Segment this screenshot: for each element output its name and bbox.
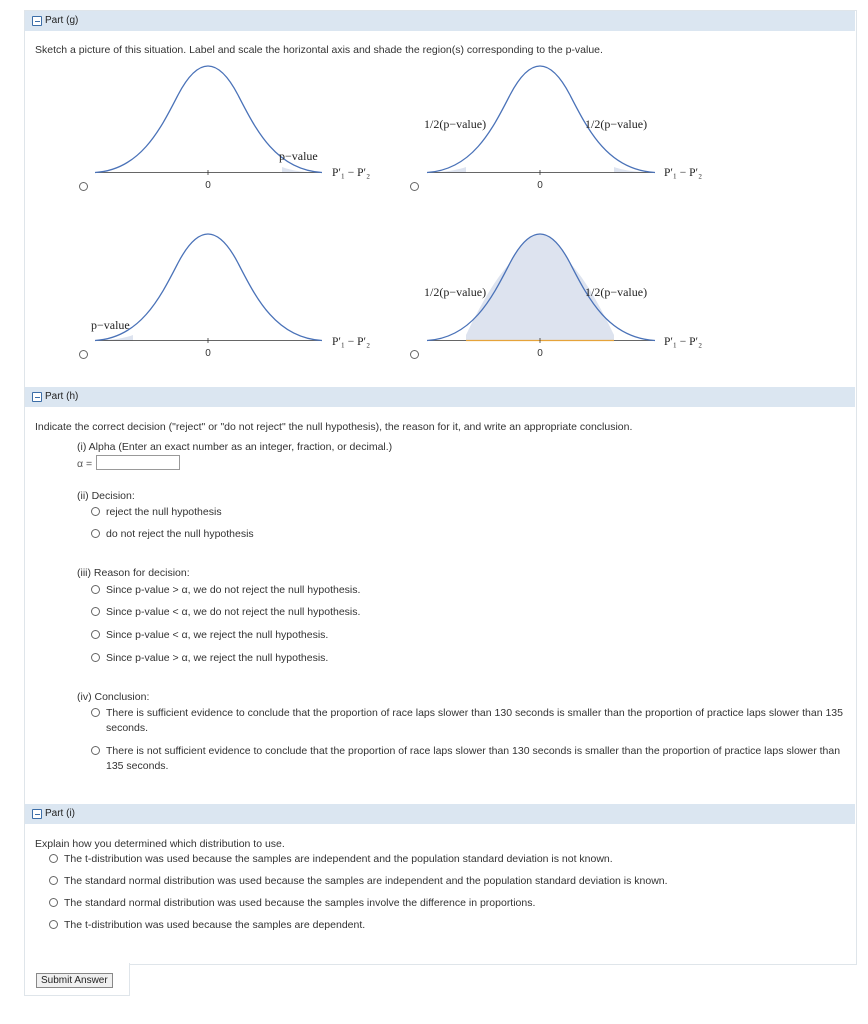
part-i-header xyxy=(25,804,855,824)
decision-radio-not-reject[interactable] xyxy=(91,529,100,538)
part-g-instruction: Sketch a picture of this situation. Label and scale the horizontal axis and shade the region(s) corresponding to the p-value. xyxy=(35,44,603,56)
distribution-label-3: The standard normal distribution was used because the samples involve the difference in proportions. xyxy=(64,897,536,909)
tick-zero: 0 xyxy=(205,348,211,359)
distribution-label-1: The t-distribution was used because the samples are independent and the population standard deviation is not known. xyxy=(64,853,613,865)
conclusion-radio-1[interactable] xyxy=(91,708,100,717)
decision-label-not-reject: do not reject the null hypothesis xyxy=(106,528,254,540)
axis-label: P′₁ − P′₂ xyxy=(332,167,371,179)
alpha-input[interactable] xyxy=(96,455,180,470)
tick-zero: 0 xyxy=(537,180,543,191)
graph-option-c[interactable] xyxy=(91,234,370,359)
decision-radio-reject[interactable] xyxy=(91,507,100,516)
reason-label-3: Since p-value < α, we reject the null hypothesis. xyxy=(106,629,329,641)
graph-option-d-radio[interactable] xyxy=(410,350,419,359)
alpha-prompt: (i) Alpha (Enter an exact number as an integer, fraction, or decimal.) xyxy=(77,441,393,453)
reason-radio-2[interactable] xyxy=(91,607,100,616)
alpha-label: α = xyxy=(77,458,93,470)
tick-zero: 0 xyxy=(205,180,211,191)
part-h-instruction: Indicate the correct decision ("reject" or "do not reject" the null hypothesis), the reason for it, and write an appropriate conclusion. xyxy=(35,421,633,433)
part-h-title: Part (h) xyxy=(45,391,79,402)
part-h-header xyxy=(25,387,855,407)
graph-option-c-radio[interactable] xyxy=(79,350,88,359)
reason-label-4: Since p-value > α, we reject the null hypothesis. xyxy=(106,652,329,664)
submit-answer-button[interactable]: Submit Answer xyxy=(36,973,113,988)
half-pvalue-label-left: 1/2(p−value) xyxy=(424,117,487,131)
half-pvalue-label-right: 1/2(p−value) xyxy=(585,285,648,299)
graph-option-a-radio[interactable] xyxy=(79,182,88,191)
part-g-title: Part (g) xyxy=(45,15,79,26)
axis-label: P′₁ − P′₂ xyxy=(664,167,703,179)
collapse-icon[interactable] xyxy=(32,809,42,819)
pvalue-label: p−value xyxy=(279,149,318,163)
tick-zero: 0 xyxy=(537,348,543,359)
part-i-title: Part (i) xyxy=(45,808,75,819)
distribution-radio-1[interactable] xyxy=(49,854,58,863)
distribution-label-2: The standard normal distribution was used because the samples are independent and the population standard deviation is known. xyxy=(64,875,668,887)
conclusion-prompt: (iv) Conclusion: xyxy=(77,691,150,703)
distribution-radio-2[interactable] xyxy=(49,876,58,885)
decision-prompt: (ii) Decision: xyxy=(77,490,135,502)
graph-option-d[interactable] xyxy=(424,234,702,359)
axis-label: P′₁ − P′₂ xyxy=(664,336,703,348)
axis-label: P′₁ − P′₂ xyxy=(332,336,371,348)
distribution-radio-4[interactable] xyxy=(49,920,58,929)
distribution-label-4: The t-distribution was used because the samples are dependent. xyxy=(64,919,366,931)
reason-label-1: Since p-value > α, we do not reject the null hypothesis. xyxy=(106,584,361,596)
pvalue-label: p−value xyxy=(91,318,130,332)
conclusion-radio-2[interactable] xyxy=(91,746,100,755)
graph-option-b[interactable] xyxy=(424,66,702,191)
decision-label-reject: reject the null hypothesis xyxy=(106,506,222,518)
distribution-radio-3[interactable] xyxy=(49,898,58,907)
graph-option-b-radio[interactable] xyxy=(410,182,419,191)
half-pvalue-label-right: 1/2(p−value) xyxy=(585,117,648,131)
graph-options xyxy=(0,0,868,380)
part-i-instruction: Explain how you determined which distribution to use. xyxy=(35,838,285,850)
reason-radio-4[interactable] xyxy=(91,653,100,662)
reason-radio-1[interactable] xyxy=(91,585,100,594)
conclusion-label-2: There is not sufficient evidence to conclude that the proportion of race laps slower than 130 seconds is smaller than the proportion of practice laps slower than 135 seconds. xyxy=(106,745,841,772)
collapse-icon[interactable] xyxy=(32,392,42,402)
half-pvalue-label-left: 1/2(p−value) xyxy=(424,285,487,299)
reason-radio-3[interactable] xyxy=(91,630,100,639)
conclusion-label-1: There is sufficient evidence to conclude that the proportion of race laps slower than 130 seconds is smaller than the proportion of practice laps slower than 135 seconds. xyxy=(106,707,843,734)
reason-prompt: (iii) Reason for decision: xyxy=(77,567,190,579)
graph-option-a[interactable] xyxy=(95,66,370,191)
reason-label-2: Since p-value < α, we do not reject the null hypothesis. xyxy=(106,606,361,618)
